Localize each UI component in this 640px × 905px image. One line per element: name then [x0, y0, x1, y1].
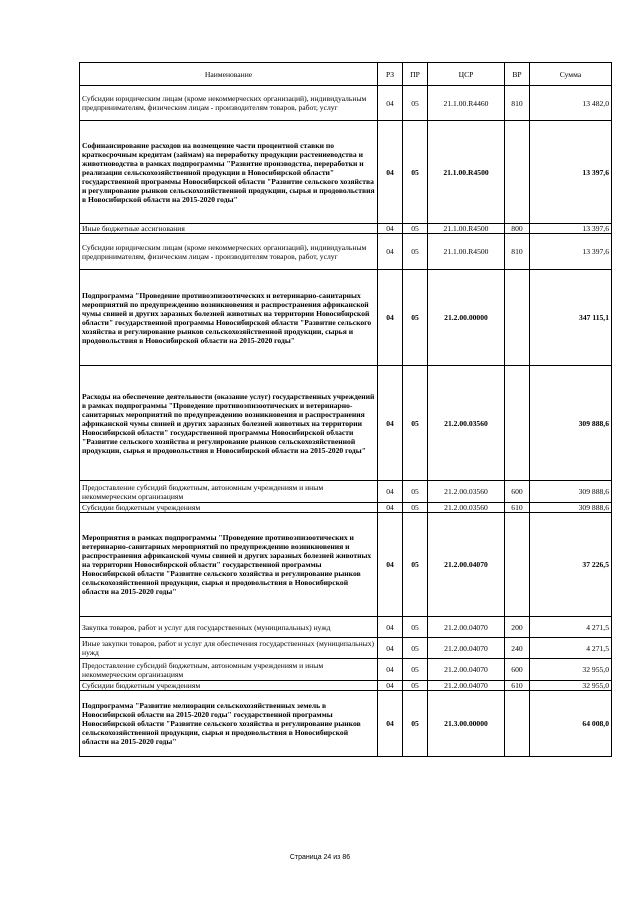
row-pr: 05	[403, 366, 428, 481]
row-vr	[505, 270, 530, 366]
budget-table	[79, 62, 612, 757]
row-csr: 21.1.00.R4500	[428, 121, 505, 224]
row-sum: 13 397,6	[530, 121, 612, 224]
table-row	[80, 691, 612, 757]
row-vr: 810	[505, 86, 530, 121]
row-rz: 04	[378, 617, 403, 638]
row-pr: 05	[403, 86, 428, 121]
row-name: Иные закупки товаров, работ и услуг для обеспечения государственных (муниципальных) нужд	[80, 638, 378, 659]
row-vr: 610	[505, 681, 530, 691]
row-sum: 32 955,0	[530, 659, 612, 681]
table-row	[80, 638, 612, 659]
header-name: Наименование	[80, 63, 378, 86]
row-rz: 04	[378, 121, 403, 224]
row-name: Закупка товаров, работ и услуг для государственных (муниципальных) нужд	[80, 617, 378, 638]
row-vr: 600	[505, 481, 530, 503]
row-sum: 309 888,6	[530, 481, 612, 503]
row-vr: 240	[505, 638, 530, 659]
row-csr: 21.2.00.03560	[428, 481, 505, 503]
header-vr: ВР	[505, 63, 530, 86]
row-rz: 04	[378, 659, 403, 681]
table-row	[80, 481, 612, 503]
row-rz: 04	[378, 270, 403, 366]
row-pr: 05	[403, 638, 428, 659]
header-rz: РЗ	[378, 63, 403, 86]
header-row	[80, 63, 612, 86]
row-vr	[505, 366, 530, 481]
table-row	[80, 513, 612, 617]
table-row	[80, 681, 612, 691]
row-pr: 05	[403, 617, 428, 638]
row-csr: 21.1.00.R4460	[428, 86, 505, 121]
header-pr: ПР	[403, 63, 428, 86]
row-sum: 309 888,6	[530, 366, 612, 481]
row-name: Расходы на обеспечение деятельности (оказание услуг) государственных учреждений в рамках подпрограммы "Проведение противоэпизоотических и ветеринарно-санитарных мероприятий по предупреждению возникновения и распространения африканской чумы свиней и других заразных болезней животных на территории Новосибирской области" государственной программы Новосибирской области "Развитие сельского хозяйства и регулирование рынков сельскохозяйственной продукции, сырья и продовольствия в Новосибирской области на 2015-2020 годы"	[80, 366, 378, 481]
row-name: Иные бюджетные ассигнования	[80, 224, 378, 234]
row-sum: 13 397,6	[530, 224, 612, 234]
row-rz: 04	[378, 366, 403, 481]
row-sum: 13 397,6	[530, 234, 612, 270]
row-csr: 21.2.00.04070	[428, 659, 505, 681]
row-rz: 04	[378, 234, 403, 270]
row-vr	[505, 513, 530, 617]
row-rz: 04	[378, 503, 403, 513]
row-pr: 05	[403, 503, 428, 513]
row-pr: 05	[403, 121, 428, 224]
row-rz: 04	[378, 481, 403, 503]
row-csr: 21.2.00.04070	[428, 513, 505, 617]
table-row	[80, 121, 612, 224]
row-rz: 04	[378, 513, 403, 617]
row-name: Софинансирование расходов на возмещение части процентной ставки по краткосрочным кредитам (займам) на переработку продукции растениеводства и животноводства в рамках подпрограммы "Развитие производства, переработки и реализации сельскохозяйственной продукции в Новосибирской области" государственной программы Новосибирской области "Развитие сельского хозяйства и регулирование рынков сельскохозяйственной продукции, сырья и продовольствия в Новосибирской области на 2015-2020 годы"	[80, 121, 378, 224]
row-name: Подпрограмма "Развитие мелиорации сельскохозяйственных земель в Новосибирской области на 2015-2020 годы" государственной программы Новосибирской области "Развитие сельского хозяйства и регулирование рынков сельскохозяйственной продукции, сырья и продовольствия в Новосибирской области на 2015-2020 годы"	[80, 691, 378, 757]
row-name: Предоставление субсидий бюджетным, автономным учреждениям и иным некоммерческим организациям	[80, 659, 378, 681]
row-vr: 800	[505, 224, 530, 234]
header-sum: Сумма	[530, 63, 612, 86]
row-sum: 4 271,5	[530, 617, 612, 638]
row-csr: 21.2.00.04070	[428, 617, 505, 638]
row-rz: 04	[378, 638, 403, 659]
row-name: Подпрограмма "Проведение противоэпизоотических и ветеринарно-санитарных мероприятий по предупреждению возникновения и распространения африканской чумы свиней и других заразных болезней животных на территории Новосибирской области" государственной программы Новосибирской области "Развитие сельского хозяйства и регулирование рынков сельскохозяйственной продукции, сырья и продовольствия в Новосибирской области на 2015-2020 годы"	[80, 270, 378, 366]
row-name: Субсидии юридическим лицам (кроме некоммерческих организаций), индивидуальным предпринимателям, физическим лицам - производителям товаров, работ, услуг	[80, 234, 378, 270]
table-row	[80, 224, 612, 234]
table-row	[80, 270, 612, 366]
row-pr: 05	[403, 659, 428, 681]
row-pr: 05	[403, 224, 428, 234]
row-csr: 21.2.00.04070	[428, 638, 505, 659]
row-vr: 810	[505, 234, 530, 270]
table-row	[80, 503, 612, 513]
table-row	[80, 86, 612, 121]
table-row	[80, 659, 612, 681]
row-sum: 32 955,0	[530, 681, 612, 691]
row-csr: 21.1.00.R4500	[428, 224, 505, 234]
row-pr: 05	[403, 270, 428, 366]
row-csr: 21.2.00.03560	[428, 503, 505, 513]
row-sum: 13 482,0	[530, 86, 612, 121]
table-row	[80, 234, 612, 270]
row-name: Предоставление субсидий бюджетным, автономным учреждениям и иным некоммерческим организациям	[80, 481, 378, 503]
row-csr: 21.2.00.03560	[428, 366, 505, 481]
row-sum: 37 226,5	[530, 513, 612, 617]
row-sum: 309 888,6	[530, 503, 612, 513]
row-rz: 04	[378, 681, 403, 691]
row-vr: 600	[505, 659, 530, 681]
row-vr	[505, 691, 530, 757]
row-name: Мероприятия в рамках подпрограммы "Проведение противоэпизоотических и ветеринарно-санитарных мероприятий по предупреждению возникновения и распространения африканской чумы свиней и других заразных болезней животных на территории Новосибирской области" государственной программы Новосибирской области "Развитие сельского хозяйства и регулирование рынков сельскохозяйственной продукции, сырья и продовольствия в Новосибирской области на 2015-2020 годы"	[80, 513, 378, 617]
row-csr: 21.1.00.R4500	[428, 234, 505, 270]
row-pr: 05	[403, 234, 428, 270]
row-rz: 04	[378, 224, 403, 234]
row-name: Субсидии юридическим лицам (кроме некоммерческих организаций), индивидуальным предпринимателям, физическим лицам - производителям товаров, работ, услуг	[80, 86, 378, 121]
table-row	[80, 617, 612, 638]
row-pr: 05	[403, 513, 428, 617]
row-csr: 21.2.00.04070	[428, 681, 505, 691]
row-vr: 200	[505, 617, 530, 638]
page-number: Страница 24 из 86	[289, 854, 351, 861]
row-pr: 05	[403, 691, 428, 757]
row-csr: 21.2.00.00000	[428, 270, 505, 366]
header-csr: ЦСР	[428, 63, 505, 86]
row-name: Субсидии бюджетным учреждениям	[80, 503, 378, 513]
row-sum: 64 008,0	[530, 691, 612, 757]
row-csr: 21.3.00.00000	[428, 691, 505, 757]
row-sum: 4 271,5	[530, 638, 612, 659]
row-vr: 610	[505, 503, 530, 513]
row-name: Субсидии бюджетным учреждениям	[80, 681, 378, 691]
table-row	[80, 366, 612, 481]
row-rz: 04	[378, 86, 403, 121]
row-pr: 05	[403, 481, 428, 503]
row-rz: 04	[378, 691, 403, 757]
row-vr	[505, 121, 530, 224]
row-sum: 347 115,1	[530, 270, 612, 366]
row-pr: 05	[403, 681, 428, 691]
